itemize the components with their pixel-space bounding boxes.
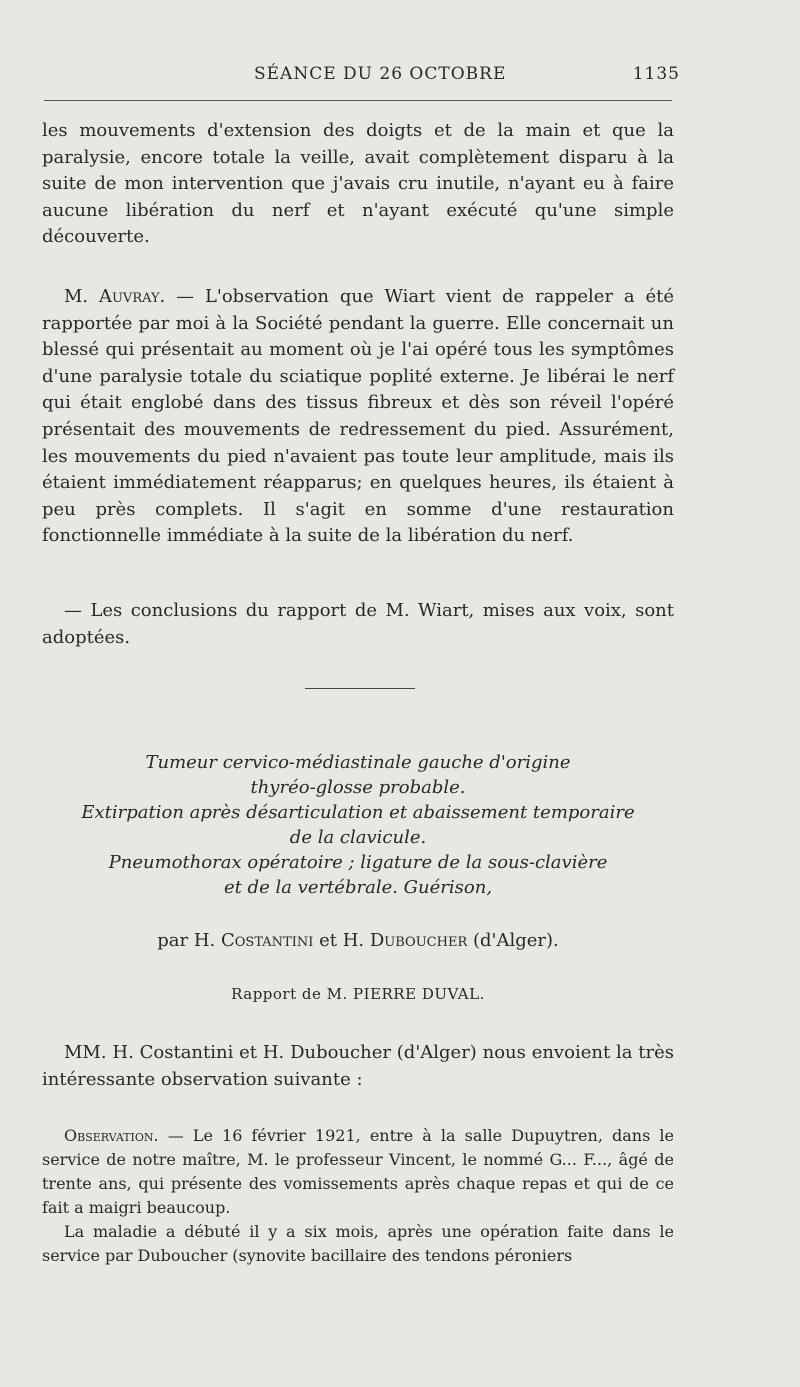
- rapporteur-name: PIERRE DUVAL.: [353, 985, 485, 1003]
- running-title: SÉANCE DU 26 OCTOBRE: [254, 64, 507, 84]
- observation-label: Observation.: [64, 1126, 159, 1145]
- title-line: Extirpation après désarticulation et abaissement temporaire: [81, 802, 635, 823]
- observation-text: — Le 16 février 1921, entre à la salle Dupuytren, dans le service de notre maître, M. le professeur Vincent, le nommé G... F..., âgé de trente ans, qui présente des vomissements après chaque repas et qui de ce fait a maigri beaucoup.: [42, 1126, 674, 1217]
- title-line: Pneumothorax opératoire ; ligature de la sous-clavière: [108, 852, 608, 873]
- paragraph-4: [42, 1040, 674, 1093]
- rapport-prefix: Rapport de M.: [231, 985, 354, 1003]
- page-number: 1135: [632, 64, 680, 84]
- paragraph-3-text: — Les conclusions du rapport de M. Wiart, mises aux voix, sont adoptées.: [42, 600, 674, 648]
- observation-body: [42, 1124, 674, 1220]
- paragraph-2-text: — L'observation que Wiart vient de rappeler a été rapportée par moi à la Société pendant la guerre. Elle concernait un blessé qui présentait au moment où je l'ai opéré tous les symptômes d'une paralysie totale du sciatique poplité externe. Je libérai le nerf qui était englobé dans des tissus fibreux et dès son réveil l'opéré présentait des mouvements de redressement du pied. Assurément, les mouvements du pied n'avaient pas toute leur amplitude, mais ils étaient immédiatement réapparus; en quelques heures, ils étaient à peu près complets. Il s'agit en somme d'une restauration fonctionnelle immédiate à la suite de la libération du nerf.: [42, 286, 674, 547]
- title-line: et de la vertébrale. Guérison,: [223, 877, 493, 898]
- paragraph-1: [42, 118, 674, 251]
- author-1: H. Costantini: [193, 930, 314, 951]
- article-title: [42, 750, 674, 900]
- authors-prefix: par: [157, 930, 194, 951]
- paragraph-2-body: [42, 284, 674, 550]
- title-line: Tumeur cervico-médiastinale gauche d'origine: [145, 752, 571, 773]
- authors-mid: et: [313, 930, 343, 951]
- observation-text-2: La maladie a débuté il y a six mois, après une opération faite dans le service par Duboucher (synovite bacillaire des tendons péroniers: [42, 1222, 674, 1265]
- header-rule: [44, 100, 672, 101]
- paragraph-2: [42, 284, 674, 550]
- paragraph-4-text: MM. H. Costantini et H. Duboucher (d'Alger) nous envoient la très intéressante observation suivante :: [42, 1042, 674, 1090]
- paragraph-3: [42, 598, 674, 651]
- title-line: thyréo-glosse probable.: [250, 777, 466, 798]
- observation: [42, 1124, 674, 1268]
- paragraph-1-text: les mouvements d'extension des doigts et de la main et que la paralysie, encore totale la veille, avait complètement disparu à la suite de mon intervention que j'avais cru inutile, n'ayant eu à faire aucune libération du nerf et n'ayant exécuté qu'une simple découverte.: [42, 120, 674, 248]
- authors-line: [42, 930, 674, 951]
- author-2: H. Duboucher: [342, 930, 468, 951]
- rapport-line: [42, 985, 674, 1003]
- title-line: de la clavicule.: [289, 827, 427, 848]
- running-header: [40, 58, 680, 88]
- section-separator: [305, 688, 415, 689]
- authors-suffix: (d'Alger).: [467, 930, 559, 951]
- speaker-name: M. Auvray.: [64, 286, 166, 307]
